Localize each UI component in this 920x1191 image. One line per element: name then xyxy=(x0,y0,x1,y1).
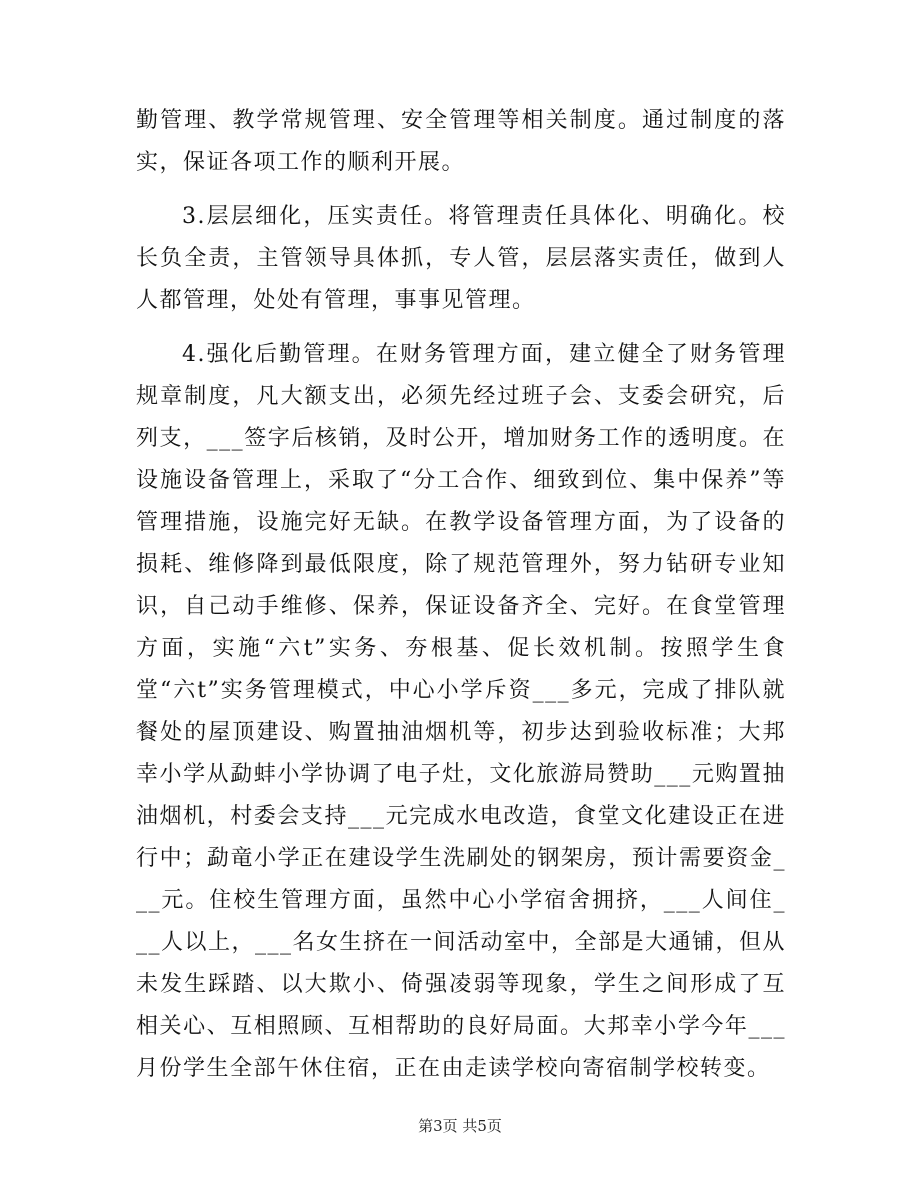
paragraph-1: 勤管理、教学常规管理、安全管理等相关制度。通过制度的落实，保证各项工作的顺利开展。 xyxy=(136,108,786,175)
document-body xyxy=(136,100,786,1102)
paragraph-2: 3.层层细化，压实责任。将管理责任具体化、明确化。校长负全责，主管领导具体抓，专人管，层层落实责任，做到人人都管理，处处有管理，事事见管理。 xyxy=(136,204,786,313)
page-number-footer: 第3页 共5页 xyxy=(418,1117,502,1135)
paragraph-3: 4.强化后勤管理。在财务管理方面，建立健全了财务管理规章制度，凡大额支出，必须先经过班子会、支委会研究，后列支，___签字后核销，及时公开，增加财务工作的透明度。在设施设备管理上，采取了“分工合作、细致到位、集中保养”等管理措施，设施完好无缺。在教学设备管理方面，为了设备的损耗、维修降到最低限度，除了规范管理外，努力钻研专业知识，自己动手维修、保养，保证设备齐全、完好。在食堂管理方面，实施“六t”实务、夯根基、促长效机制。按照学生食堂“六t”实务管理模式，中心小学斥资___多元，完成了排队就餐处的屋顶建设、购置抽油烟机等，初步达到验收标准；大邦幸小学从勐蚌小学协调了电子灶，文化旅游局赞助___元购置抽油烟机，村委会支持___元完成水电改造，食堂文化建设正在进行中；勐竜小学正在建设学生洗刷处的钢架房，预计需要资金___元。住校生管理方面，虽然中心小学宿舍拥挤，___人间住___人以上，___名女生挤在一间活动室中，全部是大通铺，但从未发生踩踏、以大欺小、倚强凌弱等现象，学生之间形成了互相关心、互相照顾、互相帮助的良好局面。大邦幸小学今年___月份学生全部午休住宿，正在由走读学校向寄宿制学校转变。 xyxy=(136,342,787,1081)
